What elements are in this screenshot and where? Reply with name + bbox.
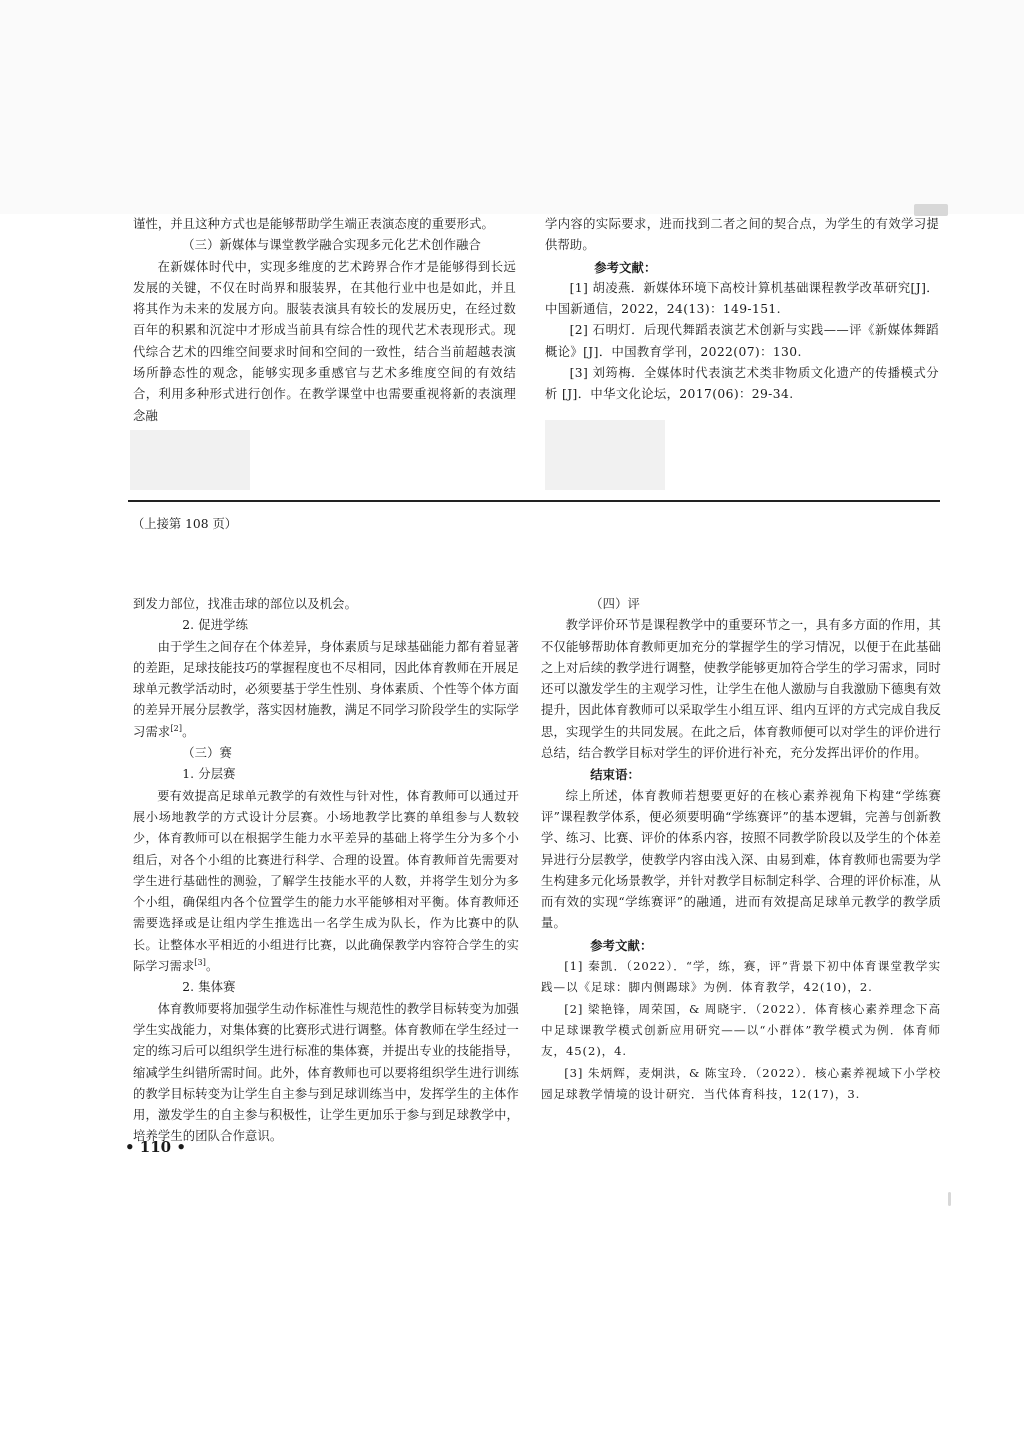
bleed-through-mark (545, 420, 665, 490)
paragraph-text: 要有效提高足球单元教学的有效性与针对性，体育教师可以通过开展小场地教学的方式设计分层赛。小场地教学比赛的单组参与人数较少，体育教师可以在根据学生能力水平差异的基础上将学生分为多个小组后，对各个小组的比赛进行科学、合理的设置。体育教师首先需要对学生进行基础性的测验，了解学生技能水平的人数，并将学生划分为多个小组，确保组内各个位置学生的能力水平能够相对平衡。体育教师还需要选择或是让组内学生推选出一名学生成为队长，作为比赛中的队长。让整体水平相近的小组进行比赛，以此确保教学内容符合学生的实际学习需求 (133, 788, 519, 974)
section-heading: （四）评 (590, 597, 640, 611)
article-divider (128, 500, 940, 502)
top-left-column (133, 214, 516, 427)
references-title: 参考文献： (590, 937, 653, 953)
subsection-heading: 1. 分层赛 (182, 767, 236, 782)
subsection-heading: 2. 促进学练 (182, 618, 249, 633)
paragraph (133, 786, 519, 978)
paragraph-end: 。 (182, 724, 195, 739)
bleed-through-mark (130, 430, 250, 490)
section-heading: （三）赛 (182, 746, 232, 761)
references-title: 参考文献： (594, 259, 657, 275)
subsection-heading: 2. 集体赛 (182, 980, 236, 995)
section-heading: （三）新媒体与课堂教学融合实现多元化艺术创作融合 (182, 238, 481, 253)
reference-item: [2] 石明灯．后现代舞蹈表演艺术创新与实践——评《新媒体舞蹈概论》[J]．中国教育学刊，2022(07)：130. (545, 323, 939, 359)
citation-marker: [3] (194, 958, 207, 968)
bottom-left-column (133, 594, 519, 1148)
paragraph: 学内容的实际要求，进而找到二者之间的契合点，为学生的有效学习提供帮助。 (545, 217, 939, 253)
paragraph-text: 由于学生之间存在个体差异，身体素质与足球基础能力都有着显著的差距，足球技能技巧的掌握程度也不尽相同，因此体育教师在开展足球单元教学活动时，必须要基于学生性别、身体素质、个性等个体方面的差异开展分层教学，落实因材施教，满足不同学习阶段学生的实际学习需求 (133, 639, 519, 739)
reference-item: [1] 秦凯．（2022）．“学，练，赛，评”背景下初中体育课堂教学实践—以《足球：脚内侧踢球》为例．体育教学，42(10)，2. (541, 959, 941, 995)
paragraph: 教学评价环节是课程教学中的重要环节之一，具有多方面的作用，其不仅能够帮助体育教师更加充分的掌握学生的学习情况，以便于在此基础之上对后续的教学进行调整，使教学能够更加符合学生的学习需求，同时还可以激发学生的主观学习性，让学生在他人激励与自我激励下德奥有效提升，因此体育教师可以采取学生小组互评、组内互评的方式完成自我反思，实现学生的共同发展。在此之后，体育教师便可以对学生的评价进行总结，结合教学目标对学生的评价进行补充，充分发挥出评价的作用。 (541, 618, 941, 761)
bottom-right-column (541, 594, 941, 1105)
paragraph: 谨性，并且这种方式也是能够帮助学生端正表演态度的重要形式。 (133, 217, 494, 231)
paragraph: 综上所述，体育教师若想要更好的在核心素养视角下构建“学练赛评”课程教学体系，便必须要明确“学练赛评”的基本逻辑，完善与创新教学、练习、比赛、评价的体系内容，按照不同教学阶段以及学生的个体差异进行分层教学，使教学内容由浅入深、由易到难，体育教师也需要为学生构建多元化场景教学，并针对教学目标制定科学、合理的评价标准，从而有效的实现“学练赛评”的融通，进而有效提高足球单元教学的教学质量。 (541, 788, 941, 931)
paragraph: 到发力部位，找准击球的部位以及机会。 (133, 597, 358, 611)
citation-marker: [2] (170, 723, 183, 733)
page-number: • 110 • (125, 1138, 186, 1156)
conclusion-heading: 结束语： (590, 767, 640, 783)
scan-blank-area (0, 0, 1024, 214)
scan-smudge (948, 1192, 951, 1206)
paragraph: 在新媒体时代中，实现多维度的艺术跨界合作才是能够得到长远发展的关键，不仅在时尚界和服装界，在其他行业中也是如此，并且将其作为未来的发展方向。服装表演具有较长的发展历史，在经过数百年的积累和沉淀中才形成当前具有综合性的现代艺术表现形式。现代综合艺术的四维空间要求时间和空间的一致性，结合当前超越表演场所静态性的观念，能够实现多重感官与艺术多维度空间的有效结合，利用多种形式进行创作。在教学课堂中也需要重视将新的表演理念融 (133, 259, 516, 423)
reference-item: [3] 刘筠梅．全媒体时代表演艺术类非物质文化遗产的传播模式分析 [J]．中华文化论坛，2017(06)：29-34. (545, 366, 939, 402)
paragraph-end: 。 (206, 959, 219, 974)
reference-item: [1] 胡凌燕．新媒体环境下高校计算机基础课程教学改革研究[J]．中国新通信，2022，24(13)：149-151. (545, 280, 939, 317)
top-right-column (545, 214, 939, 406)
reference-item: [2] 梁艳锋，周荣国，& 周晓宇．（2022）．体育核心素养理念下高中足球课教学模式创新应用研究——以“小群体”教学模式为例．体育师友，45(2)，4. (541, 1001, 941, 1059)
continued-from-note: （上接第 108 页） (132, 517, 238, 531)
paragraph: 体育教师要将加强学生动作标准性与规范性的教学目标转变为加强学生实战能力，对集体赛的比赛形式进行调整。体育教师在学生经过一定的练习后可以组织学生进行标准的集体赛，并提出专业的技能指导，缩减学生纠错所需时间。此外，体育教师也可以要将组织学生进行训练的教学目标转变为让学生自主参与到足球训练当中，发挥学生的主体作用，激发学生的自主参与积极性，让学生更加乐于参与到足球教学中，培养学生的团队合作意识。 (133, 1001, 519, 1144)
reference-item: [3] 朱炳辉，麦炯洪，& 陈宝玲．（2022）．核心素养视域下小学校园足球教学情境的设计研究．当代体育科技，12(17)，3. (541, 1065, 941, 1101)
paragraph (133, 637, 519, 743)
